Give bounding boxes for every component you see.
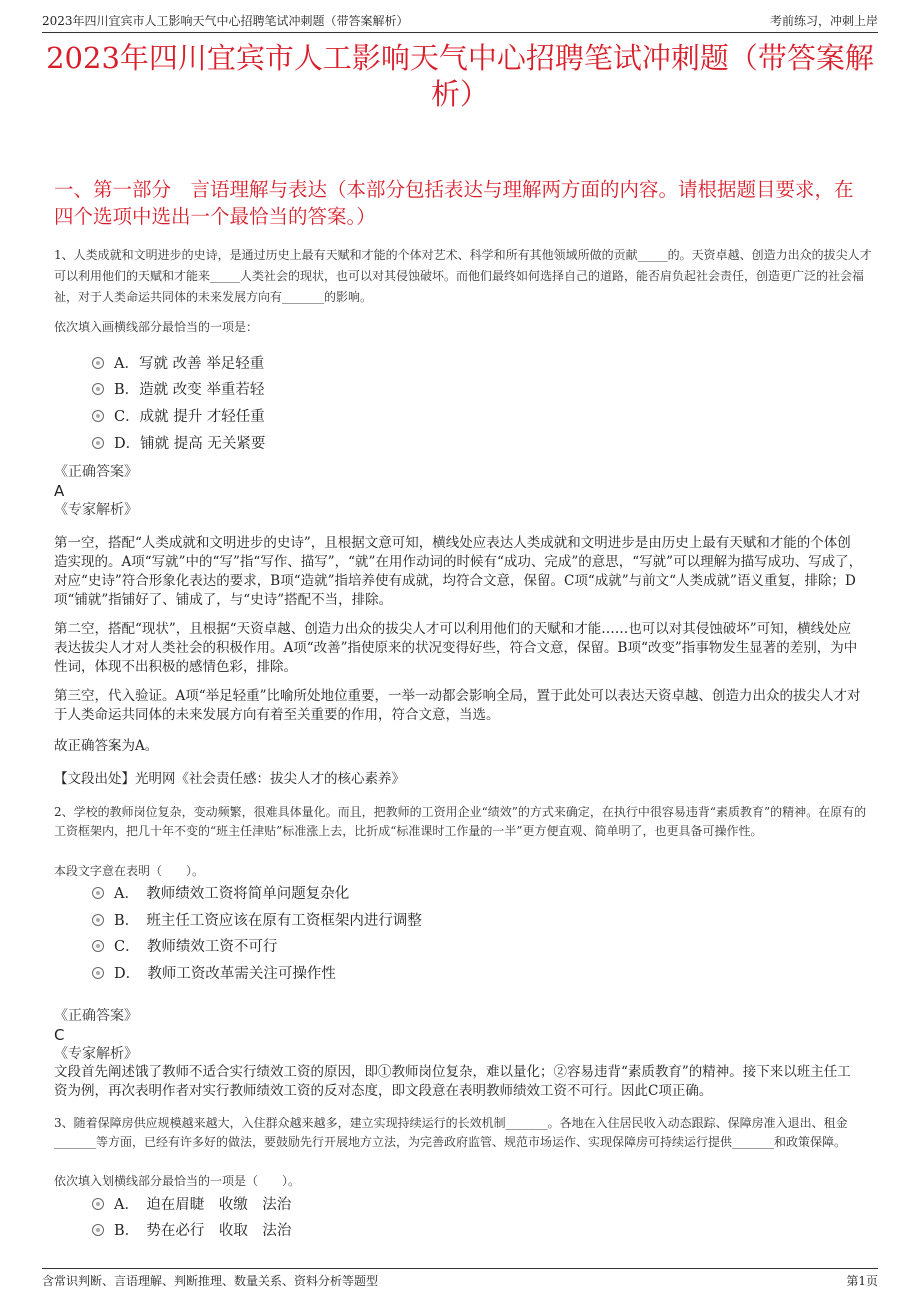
radio-icon[interactable]	[92, 437, 104, 449]
question-3-text: 3、随着保障房供应规模越来越大，入住群众越来越多，建立实现持续运行的长效机制_______。各地在入住居民收入动态跟踪、保障房准入退出、租金_______等方面，已经有许多好的做法，要鼓励先行开展地方立法，为完善政府监管、规范市场运作、实现保障房可持续运行提供_______和政策保障。	[54, 1116, 848, 1149]
q1-analysis-para-2: 第二空，搭配“现状”，且根据“天资卓越、创造力出众的拔尖人才可以利用他们的天赋和才能……也可以对其侵蚀破坏”可知，横线处应表达拔尖人才对人类社会的积极作用。A项“改善”指使原来的状况变得好些，符合文意，保留。B项“改变”指事物发生显著的差别，为中性词，体现不出积极的感情色彩，排除。	[54, 621, 858, 675]
header-slogan: 考前练习，冲刺上岸	[769, 14, 878, 28]
q2-option-b[interactable]: B． 班主任工资应该在原有工资框架内进行调整	[92, 909, 422, 933]
radio-icon[interactable]	[92, 1224, 104, 1236]
page-footer	[42, 1268, 878, 1291]
radio-icon[interactable]	[92, 410, 104, 422]
q2-option-d[interactable]: D． 教师工资改革需关注可操作性	[92, 962, 336, 986]
q1-analysis-para-1: 第一空，搭配“人类成就和文明进步的史诗”，且根据文意可知，横线处应表达人类成就和文明进步是由历史上最有天赋和才能的个体创造实现的。A项“写就”中的“写”指“写作、描写”，“就”在用作动词的时候有“成功、完成”的意思，“写就”可以理解为描写成功、写成了，对应“史诗”符合形象化表达的要求，B项“造就”指培养使有成就，均符合文意，保留。C项“成就”与前文“人类成就”语义重复，排除；D项“铺就”指铺好了、铺成了，与“史诗”搭配不当，排除。	[54, 535, 863, 608]
section-heading: 一、第一部分 言语理解与表达（本部分包括表达与理解两方面的内容。请根据题目要求，在四个选项中选出一个最恰当的答案。）	[54, 178, 854, 228]
q3-option-a[interactable]: A． 迫在眉睫 收缴 法治	[92, 1193, 291, 1217]
q3-option-b[interactable]: B． 势在必行 收取 法治	[92, 1219, 291, 1243]
q2-answer-label: 《正确答案》	[54, 1008, 138, 1024]
q2-analysis: 文段首先阐述饿了教师不适合实行绩效工资的原因，即①教师岗位复杂，难以量化；②容易违背“素质教育”的精神。接下来以班主任工资为例，再次表明作者对实行教师绩效工资的反对态度，即文段意在表明教师绩效工资不可行。因此C项正确。	[54, 1064, 851, 1099]
radio-icon[interactable]	[92, 887, 104, 899]
q2-option-a[interactable]: A． 教师绩效工资将简单问题复杂化	[92, 882, 349, 906]
header-doc-title: 2023年四川宜宾市人工影响天气中心招聘笔试冲刺题（带答案解析）	[42, 14, 409, 28]
q1-option-c[interactable]: C．成就 提升 才轻任重	[92, 405, 265, 429]
footer-description: 含常识判断、言语理解、判断推理、数量关系、资料分析等题型	[42, 1274, 379, 1288]
q2-option-c[interactable]: C． 教师绩效工资不可行	[92, 935, 277, 959]
question-1-prompt: 依次填入画横线部分最恰当的一项是：	[54, 320, 259, 334]
question-2-prompt: 本段文字意在表明（ ）。	[54, 864, 205, 878]
page-number: 第1页	[846, 1274, 878, 1288]
radio-icon[interactable]	[92, 383, 104, 395]
q1-conclusion: 故正确答案为A。	[54, 738, 159, 754]
q1-source: 【文段出处】光明网《社会责任感：拔尖人才的核心素养》	[54, 771, 405, 787]
q2-analysis-label: 《专家解析》	[54, 1046, 138, 1062]
q1-analysis-label: 《专家解析》	[54, 502, 138, 518]
q1-option-b[interactable]: B．造就 改变 举重若轻	[92, 378, 264, 402]
q2-answer: C	[54, 1026, 65, 1044]
question-3-prompt: 依次填入划横线部分最恰当的一项是（ ）。	[54, 1174, 301, 1188]
radio-icon[interactable]	[92, 967, 104, 979]
q1-answer-label: 《正确答案》	[54, 464, 138, 480]
radio-icon[interactable]	[92, 1198, 104, 1210]
radio-icon[interactable]	[92, 357, 104, 369]
q1-option-a[interactable]: A．写就 改善 举足轻重	[92, 352, 264, 376]
q1-option-d[interactable]: D．铺就 提高 无关紧要	[92, 432, 265, 456]
q1-answer: A	[54, 482, 65, 500]
page-header	[42, 10, 878, 33]
page-title: 2023年四川宜宾市人工影响天气中心招聘笔试冲刺题（带答案解析）	[46, 41, 874, 111]
radio-icon[interactable]	[92, 940, 104, 952]
question-1-text: 1、人类成就和文明进步的史诗，是通过历史上最有天赋和才能的个体对艺术、科学和所有其他领域所做的贡献_____的。天资卓越、创造力出众的拔尖人才可以利用他们的天赋和才能来_____人类社会的现状，也可以对其侵蚀破坏。而他们最终如何选择自己的道路，能否肩负起社会责任，创造更广泛的社会福祉，对于人类命运共同体的未来发展方向有_______的影响。	[54, 248, 872, 304]
question-2-text: 2、学校的教师岗位复杂，变动频繁，很难具体量化。而且，把教师的工资用企业“绩效”的方式来确定，在执行中很容易违背“素质教育”的精神。在原有的工资框架内，把几十年不变的“班主任津贴”标准涨上去，比折成“标准课时工作量的一半”更方便直观、简单明了，也更具备可操作性。	[54, 805, 867, 838]
q1-analysis-para-3: 第三空，代入验证。A项“举足轻重”比喻所处地位重要，一举一动都会影响全局，置于此处可以表达天资卓越、创造力出众的拔尖人才对于人类命运共同体的未来发展方向有着至关重要的作用，符合文意，当选。	[54, 688, 861, 723]
radio-icon[interactable]	[92, 914, 104, 926]
